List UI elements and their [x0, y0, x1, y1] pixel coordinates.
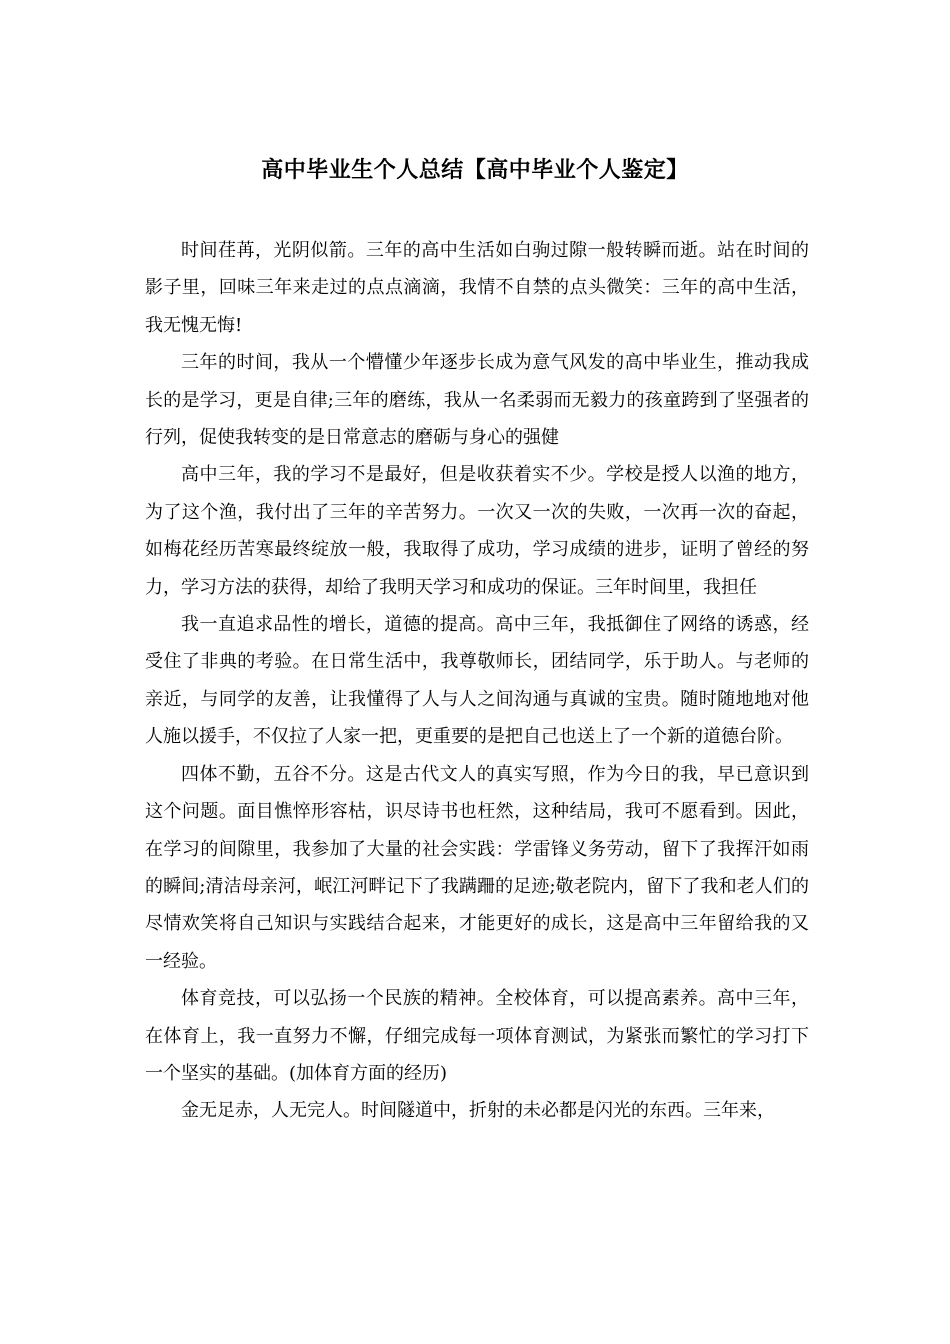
paragraph: 体育竞技，可以弘扬一个民族的精神。全校体育，可以提高素养。高中三年，在体育上，我一直努力不懈，仔细完成每一项体育测试，为紧张而繁忙的学习打下一个坚实的基础。(加体育方面的经历) — [145, 988, 809, 1084]
paragraph: 时间荏苒，光阴似箭。三年的高中生活如白驹过隙一般转瞬而逝。站在时间的影子里，回味三年来走过的点点滴滴，我情不自禁的点头微笑：三年的高中生活，我无愧无悔! — [145, 240, 809, 336]
paragraph: 金无足赤，人无完人。时间隧道中，折射的未必都是闪光的东西。三年来， — [181, 1100, 775, 1122]
paragraph: 四体不勤，五谷不分。这是古代文人的真实写照，作为今日的我，早已意识到这个问题。面目憔悴形容枯，识尽诗书也枉然，这种结局，我可不愿看到。因此，在学习的间隙里，我参加了大量的社会实践：学雷锋义务劳动，留下了我挥汗如雨的瞬间;清洁母亲河，岷江河畔记下了我蹒跚的足迹;敬老院内，留下了我和老人们的尽情欢笑将自己知识与实践结合起来，才能更好的成长，这是高中三年留给我的又一经验。 — [145, 763, 809, 972]
paragraph: 三年的时间，我从一个懵懂少年逐步长成为意气风发的高中毕业生，推动我成长的是学习，更是自律;三年的磨练，我从一名柔弱而无毅力的孩童跨到了坚强者的行列，促使我转变的是日常意志的磨砺与身心的强健 — [145, 352, 809, 449]
paragraph: 高中三年，我的学习不是最好，但是收获着实不少。学校是授人以渔的地方，为了这个渔，我付出了三年的辛苦努力。一次又一次的失败，一次再一次的奋起，如梅花经历苦寒最终绽放一般，我取得了成功，学习成绩的进步，证明了曾经的努力，学习方法的获得，却给了我明天学习和成功的保证。三年时间里，我担任 — [145, 464, 809, 598]
document-title: 高中毕业生个人总结【高中毕业个人鉴定】 — [261, 157, 689, 183]
paragraph: 我一直追求品性的增长，道德的提高。高中三年，我抵御住了网络的诱惑，经受住了非典的考验。在日常生活中，我尊敬师长，团结同学，乐于助人。与老师的亲近，与同学的友善，让我懂得了人与人之间沟通与真诚的宝贵。随时随地地对他人施以援手，不仅拉了人家一把，更重要的是把自己也送上了一个新的道德台阶。 — [145, 614, 809, 748]
document-body — [145, 232, 809, 1130]
